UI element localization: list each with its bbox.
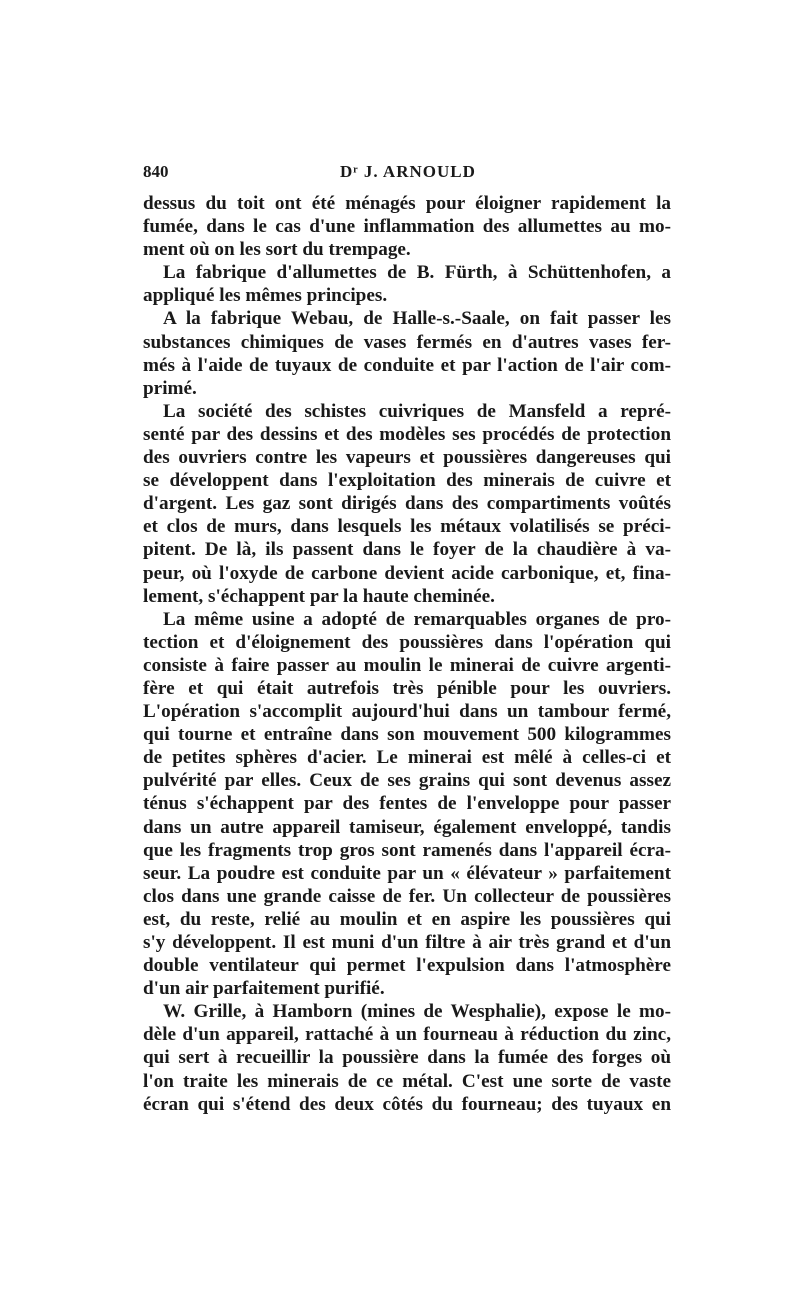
text-line: fumée, dans le cas d'une inflammation des allumettes au mo-: [143, 216, 671, 238]
text-line: qui tourne et entraîne dans son mouvement 500 kilogrammes: [143, 724, 671, 746]
page-number: 840: [143, 162, 169, 181]
running-head: Dʳ J. ARNOULD: [340, 162, 476, 181]
text-line: écran qui s'étend des deux côtés du fourneau; des tuyaux en: [143, 1093, 671, 1115]
text-line: ment où on les sort du trempage.: [143, 239, 411, 261]
text-line: appliqué les mêmes principes.: [143, 285, 388, 307]
text-line: lement, s'échappent par la haute cheminée.: [143, 585, 495, 607]
text-line: A la fabrique Webau, de Halle-s.-Saale, on fait passer les: [163, 308, 671, 330]
text-line: La société des schistes cuivriques de Mansfeld a repré-: [163, 400, 671, 422]
text-line: La même usine a adopté de remarquables organes de pro-: [163, 608, 671, 630]
text-line: ténus s'échappent par des fentes de l'enveloppe pour passer: [143, 793, 671, 815]
text-line: més à l'aide de tuyaux de conduite et par l'action de l'air com-: [143, 354, 671, 376]
text-line: senté par des dessins et des modèles ses procédés de protection: [143, 423, 671, 445]
text-line: se développent dans l'exploitation des minerais de cuivre et: [143, 470, 671, 492]
text-line: substances chimiques de vases fermés en d'autres vases fer-: [143, 331, 671, 353]
text-line: dessus du toit ont été ménagés pour éloigner rapidement la: [143, 193, 671, 214]
text-line: consiste à faire passer au moulin le minerai de cuivre argenti-: [143, 654, 671, 676]
text-line: et clos de murs, dans lesquels les métaux volatilisés se préci-: [143, 516, 671, 538]
text-line: que les fragments trop gros sont ramenés dans l'appareil écra-: [143, 839, 671, 861]
text-line: tection et d'éloignement des poussières dans l'opération qui: [143, 631, 671, 653]
text-line: double ventilateur qui permet l'expulsion dans l'atmosphère: [143, 955, 671, 977]
text-line: clos dans une grande caisse de fer. Un collecteur de poussières: [143, 885, 671, 907]
text-line: d'argent. Les gaz sont dirigés dans des compartiments voûtés: [143, 493, 671, 515]
text-line: s'y développent. Il est muni d'un filtre à air très grand et d'un: [143, 932, 671, 953]
text-line: l'on traite les minerais de ce métal. C'est une sorte de vaste: [143, 1070, 671, 1092]
text-line: qui sert à recueillir la poussière dans la fumée des forges où: [143, 1047, 671, 1069]
text-line: des ouvriers contre les vapeurs et poussières dangereuses qui: [143, 447, 671, 469]
text-line: peur, où l'oxyde de carbone devient acide carbonique, et, fina-: [143, 562, 671, 584]
page-header: [143, 162, 671, 186]
text-line: pitent. De là, ils passent dans le foyer de la chaudière à va-: [143, 539, 671, 561]
text-line: dans un autre appareil tamiseur, également enveloppé, tandis: [143, 816, 671, 838]
text-line: d'un air parfaitement purifié.: [143, 978, 385, 1000]
body-text: [143, 192, 671, 1116]
text-line: W. Grille, à Hamborn (mines de Wesphalie), expose le mo-: [163, 1001, 671, 1023]
text-line: L'opération s'accomplit aujourd'hui dans un tambour fermé,: [143, 701, 671, 723]
text-line: est, du reste, relié au moulin et en aspire les poussières qui: [143, 908, 671, 930]
text-line: dèle d'un appareil, rattaché à un fourneau à réduction du zinc,: [143, 1024, 671, 1046]
text-line: primé.: [143, 377, 197, 399]
text-line: La fabrique d'allumettes de B. Fürth, à Schüttenhofen, a: [163, 262, 671, 284]
text-line: de petites sphères d'acier. Le minerai est mêlé à celles-ci et: [143, 747, 671, 769]
text-line: seur. La poudre est conduite par un « élévateur » parfaitement: [143, 862, 671, 884]
text-line: pulvérité par elles. Ceux de ses grains qui sont devenus assez: [143, 770, 671, 792]
text-line: fère et qui était autrefois très pénible pour les ouvriers.: [143, 677, 671, 699]
